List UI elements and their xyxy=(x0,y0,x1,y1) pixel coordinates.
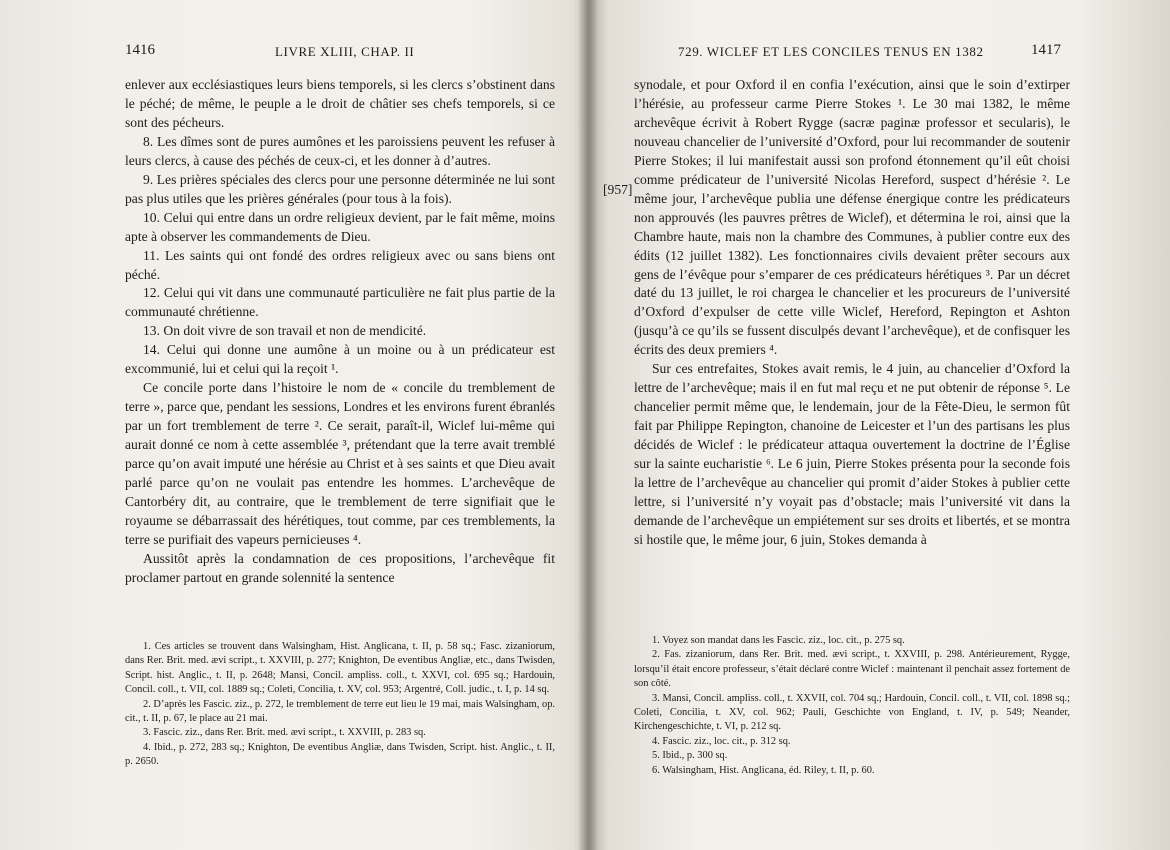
left-footnotes xyxy=(125,640,555,770)
footnote: 6. Walsingham, Hist. Anglicana, éd. Riley, t. II, p. 60. xyxy=(652,764,875,776)
footnote: 1. Voyez son mandat dans les Fascic. ziz., loc. cit., p. 275 sq. xyxy=(652,635,905,646)
footnote: 4. Ibid., p. 272, 283 sq.; Knighton, De eventibus Angliæ, dans Twisden, Script. hist. Anglic., t. II, p. 2650. xyxy=(125,741,555,768)
marginal-page-reference: [957] xyxy=(603,182,633,197)
footnote: 3. Fascic. ziz., dans Rer. Brit. med. ævi script., t. XXVIII, p. 283 sq. xyxy=(143,727,426,739)
left-running-head xyxy=(125,42,555,68)
paragraph: 10. Celui qui entre dans un ordre religieux devient, par le fait même, moins apte à observer les commandements de Dieu. xyxy=(125,209,555,244)
paragraph: synodale, et pour Oxford il en confia l’exécution, ainsi que le soin d’extirper l’hérésie, au professeur carme Pierre Stokes ¹. Le 30 mai 1382, le même archevêque écrivit à Robert Rygge (sacræ paginæ professor et secularis), le nouveau chancelier de l’université d’Oxford, pour lui recommander de soutenir Pierre Stokes; il lui manifestait aussi son profond étonnement qu’il eût choisi comme prédicateur de l’université Nicolas Hereford, suspect d’hérésie ². Le même jour, l’archevêque publia une défense énergique contre les prédicateurs non approuvés (les pauvres prêtres de Wiclef), et détermina le roi, ainsi que la Chambre haute, mais non la chambre des Communes, à publier contre eux des édits (12 juillet 1382). Les fonctionnaires civils devaient prêter secours aux gens de l’évêque pour s’emparer de ces prédicateurs hérétiques ³. Par un décret daté du 13 juillet, le roi chargea le chancelier et les procureurs de l’université d’Oxford d’expulser de cette ville Wiclef, Hereford, Repington et Ashton (jusqu’à ce qu’ils se fussent disculpés devant l’archevêque), et de confisquer les écrits des deux premiers ⁴. xyxy=(634,77,1070,358)
paragraph: 12. Celui qui vit dans une communauté particulière ne fait plus partie de la communauté chrétienne. xyxy=(125,285,555,320)
footnote: 3. Mansi, Concil. ampliss. coll., t. XXVII, col. 704 sq.; Hardouin, Concil. coll., t. VII, col. 1898 sq.; Coleti, Concilia, t. XV, col. 962; Pauli, Geschichte von England, t. IV, p. 549; Neander, Kirchengeschichte, t. VI, p. 212 sq. xyxy=(634,692,1070,733)
right-running-title: 729. WICLEF ET LES CONCILES TENUS EN 1382 xyxy=(678,44,984,59)
paragraph: Ce concile porte dans l’histoire le nom de « concile du tremblement de terre », parce que, pendant les sessions, Londres et les environs furent ébranlés par un fort tremblement de terre ². Ce serait, paraît-il, Wiclef lui-même qui aurait donné ce nom à cette assemblée ³, prétendant que la terre avait tremblé parce qu’on avait imputé une hérésie au Christ et à ses saints et que Dieu avait parlé parce qu’on ne voulait pas entendre les hommes. L’archevêque de Cantorbéry dit, au contraire, que le tremblement de terre signifiait que le royaume se débarrassait des hérétiques, tout comme, par ces tremblements, la terre se purifiait des vapeurs pernicieuses ⁴. xyxy=(125,380,555,547)
footnote: 2. D’après les Fascic. ziz., p. 272, le tremblement de terre eut lieu le 19 mai, mais Walsingham, op. cit., t. II, p. 67, le place au 21 mai. xyxy=(125,698,555,725)
left-running-title: LIVRE XLIII, CHAP. II xyxy=(275,44,415,59)
book-gutter xyxy=(578,0,598,850)
footnote: 5. Ibid., p. 300 sq. xyxy=(652,750,728,762)
paragraph: 14. Celui qui donne une aumône à un moine ou à un prédicateur est excommunié, lui et celui qui la reçoit ¹. xyxy=(125,342,555,377)
footnote: 4. Fascic. ziz., loc. cit., p. 312 sq. xyxy=(652,735,791,747)
left-page-number: 1416 xyxy=(125,42,155,58)
paragraph: Aussitôt après la condamnation de ces propositions, l’archevêque fit proclamer partout en grande solennité la sentence xyxy=(125,550,555,585)
right-page-number: 1417 xyxy=(1031,42,1061,58)
paragraph: Sur ces entrefaites, Stokes avait remis, le 4 juin, au chancelier d’Oxford la lettre de l’archevêque; mais il en fut mal reçu et ne put obtenir de réponse ⁵. Le chancelier permit même que, le lendemain, jour de la Fête-Dieu, le sermon fût fait par Philippe Repington, chanoine de Leicester et l’un des partisans les plus décidés de Wiclef : le prédicateur attaqua ouvertement la doctrine de l’Église sur la sainte eucharistie ⁶. Le 6 juin, Pierre Stokes présenta pour la seconde fois la lettre de l’archevêque au chancelier qui promit d’aider Stokes à publier cette lettre, si l’université n’y voyait pas d’obstacle; mais l’université vit dans la demande de l’archevêque un empiétement sur ses droits et libertés, et se montra si hostile que, le même jour, 6 juin, Stokes demanda à xyxy=(634,361,1070,547)
left-body-text xyxy=(125,76,555,588)
right-running-head xyxy=(636,42,1066,68)
paragraph: 13. On doit vivre de son travail et non de mendicité. xyxy=(143,323,427,339)
right-page xyxy=(596,0,1170,850)
left-page xyxy=(0,0,580,850)
footnote: 1. Ces articles se trouvent dans Walsingham, Hist. Anglicana, t. II, p. 58 sq.; Fasc. zizaniorum, dans Rer. Brit. med. ævi script., t. XXVIII, p. 277; Knighton, De eventibus Angliæ, etc., dans Twisden, Script. hist. Anglic., t. II, p. 2648; Mansi, Concil. ampliss. coll., t. XXVI, col. 695 sq.; Hardouin, Concil. coll., t. VII, col. 1889 sq.; Coleti, Concilia, t. XV, col. 953; Argentré, Coll. judic., t. I, p. 14 sq. xyxy=(125,641,555,696)
paragraph: enlever aux ecclésiastiques leurs biens temporels, si les clercs s’obstinent dans le péché; de même, le peuple a le droit de châtier ses chefs temporels, si ce sont des pécheurs. xyxy=(125,77,555,130)
paragraph: 11. Les saints qui ont fondé des ordres religieux avec ou sans biens ont péché. xyxy=(125,247,555,282)
footnote: 2. Fas. zizaniorum, dans Rer. Brit. med. ævi script., t. XXVIII, p. 298. Antérieurement, Rygge, lorsqu’il était encore professeur, s’était déclaré contre Wiclef : maintenant il penchait assez fortement de son côté. xyxy=(634,649,1070,690)
right-footnotes xyxy=(634,634,1070,778)
paragraph: 8. Les dîmes sont de pures aumônes et les paroissiens peuvent les refuser à leurs clercs, à cause des péchés de ceux-ci, et les donner à d’autres. xyxy=(125,133,555,168)
paragraph: 9. Les prières spéciales des clercs pour une personne déterminée ne lui sont pas plus utiles que les prières générales (pour tous à la fois). xyxy=(125,171,555,206)
right-body-text xyxy=(634,76,1070,550)
